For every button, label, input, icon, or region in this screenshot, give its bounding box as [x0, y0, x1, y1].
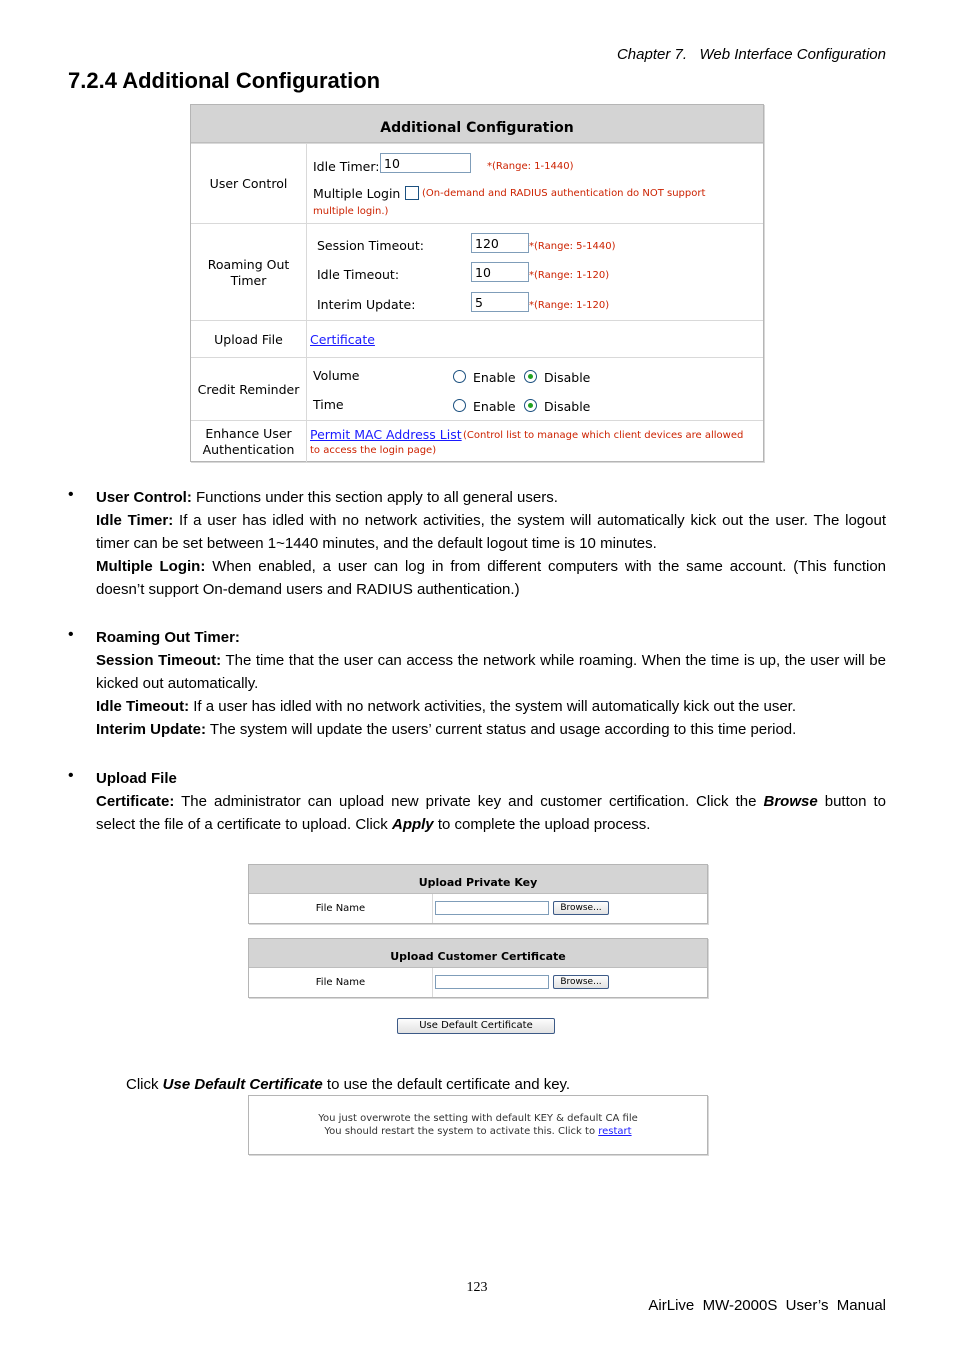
user-control-label: User Control [209, 176, 288, 191]
customer-cert-file-name-label: File Name [249, 968, 433, 997]
bullet-icon: • [68, 767, 74, 784]
idle-timer-text: If a user has idled with no network activities, the system will automatically kick out the user. The logout timer can be set between 1~1440 minutes, and the default logout time is 10 minutes. [96, 512, 886, 552]
idle-timer-label: Idle Timer: [313, 159, 380, 174]
upload-private-key-panel [248, 864, 708, 924]
private-key-file-name-label: File Name [249, 894, 433, 923]
session-timeout-title: Session Timeout: [96, 652, 222, 669]
idle-timeout-title: Idle Timeout: [96, 698, 190, 715]
credit-reminder-label: Credit Reminder [197, 381, 300, 397]
volume-disable-radio[interactable] [524, 370, 537, 383]
click-bold: Use Default Certificate [162, 1076, 323, 1093]
time-label: Time [313, 397, 344, 412]
user-control-description [96, 486, 886, 601]
restart-link[interactable]: restart [598, 1126, 632, 1137]
idle-timer-input[interactable]: 10 [380, 153, 471, 173]
multiple-login-checkbox[interactable] [405, 186, 419, 200]
private-key-browse-button[interactable]: Browse... [553, 901, 609, 915]
apply-word: Apply [391, 816, 434, 833]
idle-timer-title: Idle Timer: [96, 512, 174, 529]
section-heading: 7.2.4 Additional Configuration [68, 68, 381, 93]
certificate-text-3: to complete the upload process. [433, 816, 651, 833]
browse-word: Browse [763, 793, 818, 810]
multiple-login-note-2: multiple login.) [313, 206, 389, 217]
interim-update-title: Interim Update: [96, 721, 207, 738]
idle-timeout-input[interactable]: 10 [471, 262, 529, 282]
roaming-description [96, 626, 886, 741]
roaming-out-timer-row [191, 223, 763, 321]
interim-update-text: The system will update the users’ current status and usage according to this time period. [206, 721, 797, 738]
multiple-login-label: Multiple Login [313, 186, 401, 201]
upload-title: Upload File [96, 770, 177, 787]
roaming-title: Roaming Out Timer: [96, 629, 240, 646]
upload-file-label: Upload File [214, 331, 283, 347]
volume-enable-label: Enable [473, 370, 516, 385]
interim-update-label: Interim Update: [317, 297, 416, 312]
bullet-icon: • [68, 626, 74, 643]
user-control-row [191, 143, 763, 224]
permit-mac-note-2: to access the login page) [310, 445, 437, 456]
idle-timeout-text: If a user has idled with no network activities, the system will automatically kick out the user. [189, 698, 796, 715]
click-instruction [126, 1076, 570, 1093]
customer-cert-file-input[interactable] [435, 975, 549, 989]
volume-label: Volume [313, 368, 360, 383]
certificate-link[interactable]: Certificate [310, 332, 375, 347]
permit-mac-list-link[interactable]: Permit MAC Address List [310, 427, 462, 442]
click-post: to use the default certificate and key. [322, 1076, 571, 1093]
customer-cert-browse-button[interactable]: Browse... [553, 975, 609, 989]
time-disable-label: Disable [544, 399, 591, 414]
multiple-login-title: Multiple Login: [96, 558, 206, 575]
roaming-out-timer-label: Roaming Out Timer [207, 256, 290, 288]
message-line-2 [249, 1126, 707, 1137]
private-key-file-input[interactable] [435, 901, 549, 915]
use-default-certificate-button[interactable]: Use Default Certificate [397, 1018, 555, 1034]
idle-timeout-range: *(Range: 1-120) [529, 270, 610, 281]
upload-customer-cert-title: Upload Customer Certificate [249, 939, 707, 968]
session-timeout-input[interactable]: 120 [471, 233, 529, 253]
time-enable-label: Enable [473, 399, 516, 414]
volume-enable-radio[interactable] [453, 370, 466, 383]
upload-description [96, 767, 886, 836]
message-line-2-text: You should restart the system to activate this. Click to [324, 1126, 599, 1137]
certificate-text-1: The administrator can upload new private key and customer certification. Click the [174, 793, 764, 810]
chapter-header: Chapter 7. Web Interface Configuration [616, 46, 886, 63]
restart-message-panel [248, 1095, 708, 1155]
additional-configuration-panel [190, 104, 764, 462]
upload-file-row [191, 320, 763, 358]
session-timeout-text: The time that the user can access the network while roaming. When the time is up, the user will be kicked out automatically. [96, 652, 886, 692]
interim-update-range: *(Range: 1-120) [529, 300, 610, 311]
session-timeout-label: Session Timeout: [317, 238, 424, 253]
multiple-login-text: When enabled, a user can log in from different computers with the same account. (This function doesn’t support On-demand users and RADIUS authentication.) [96, 558, 886, 598]
idle-timer-range: *(Range: 1-1440) [487, 161, 574, 172]
interim-update-input[interactable]: 5 [471, 292, 529, 312]
user-control-text: Functions under this section apply to all general users. [191, 489, 558, 506]
enhance-user-auth-label: Enhance User Authentication [202, 425, 295, 457]
credit-reminder-row [191, 357, 763, 421]
idle-timeout-label: Idle Timeout: [317, 267, 400, 282]
panel-title: Additional Configuration [191, 105, 763, 143]
message-line-1: You just overwrote the setting with default KEY & default CA file [318, 1113, 638, 1124]
certificate-title: Certificate: [96, 793, 175, 810]
click-pre: Click [126, 1076, 163, 1093]
volume-disable-label: Disable [544, 370, 591, 385]
permit-mac-note-1: (Control list to manage which client devices are allowed [463, 430, 744, 441]
time-disable-radio[interactable] [524, 399, 537, 412]
user-control-title: User Control: [96, 489, 192, 506]
session-timeout-range: *(Range: 5-1440) [529, 241, 616, 252]
page-number: 123 [466, 1280, 488, 1295]
time-enable-radio[interactable] [453, 399, 466, 412]
bullet-icon: • [68, 486, 74, 503]
manual-title: AirLive MW-2000S User’s Manual [648, 1297, 886, 1314]
upload-private-key-title: Upload Private Key [249, 865, 707, 894]
certificate-text-2: button to select the file of a certificate to upload. Click [96, 793, 886, 833]
upload-customer-cert-panel [248, 938, 708, 998]
enhance-user-auth-row [191, 420, 763, 462]
multiple-login-note-1: (On-demand and RADIUS authentication do NOT support [422, 188, 706, 199]
